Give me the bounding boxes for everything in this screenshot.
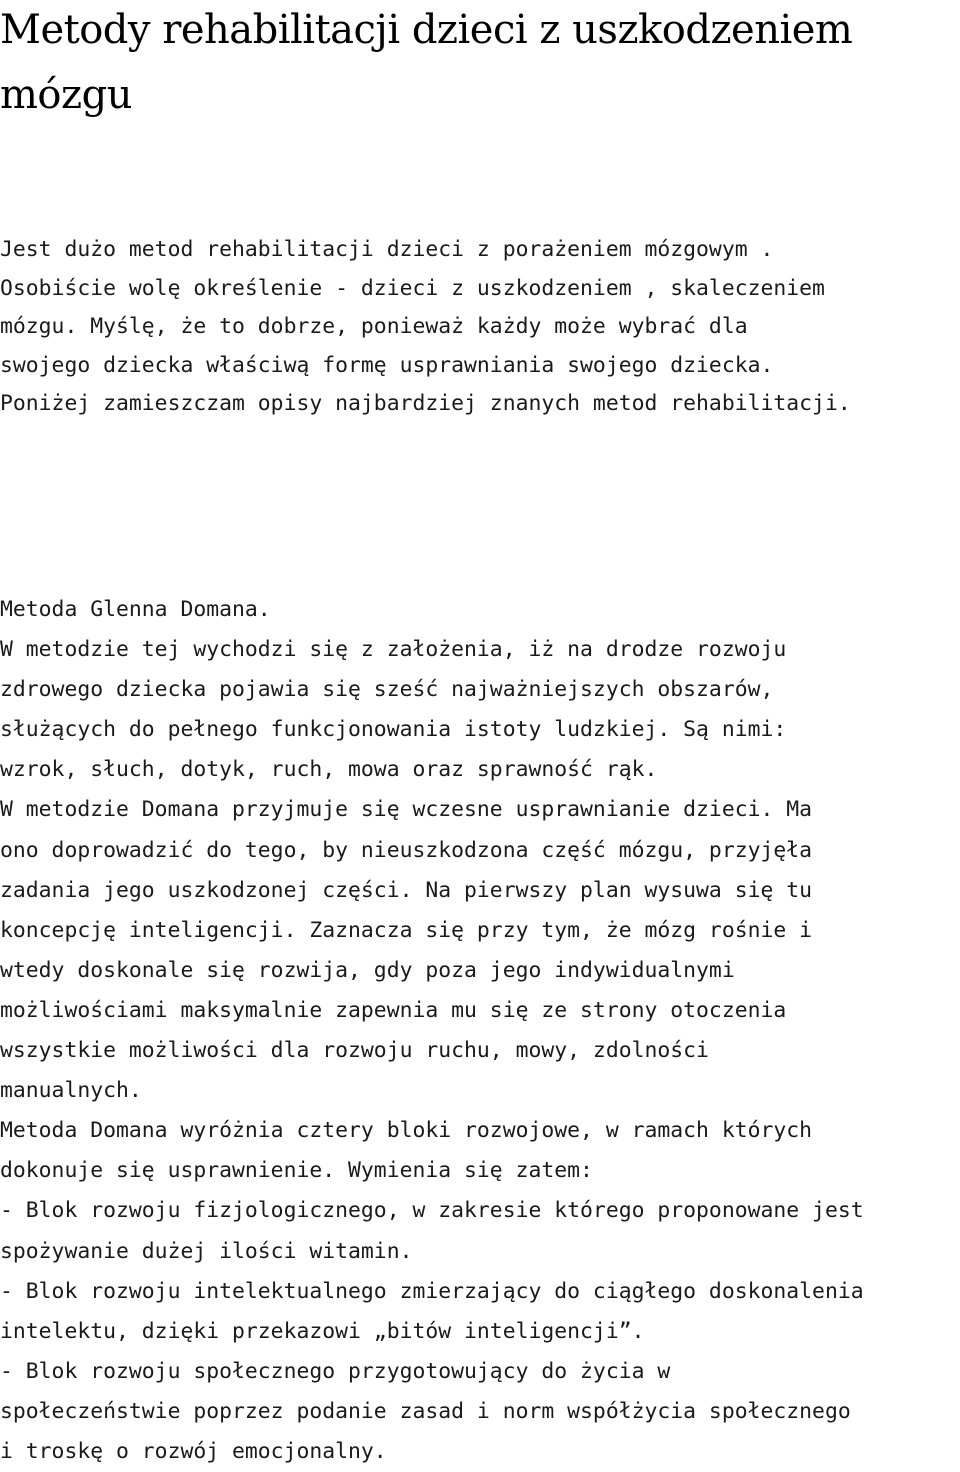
text-line: koncepcję inteligencji. Zaznacza się przy tym, że mózg rośnie i [0, 917, 813, 943]
method-section [0, 590, 960, 1472]
text-line: Osobiście wolę określenie - dzieci z uszkodzeniem , skaleczeniem [0, 275, 825, 301]
text-line: zdrowego dziecka pojawia się sześć najważniejszych obszarów, [0, 677, 774, 703]
text-line: manualnych. [0, 1078, 142, 1104]
list-item: - Blok rozwoju fizjologicznego, w zakresie którego proponowane jest [0, 1198, 864, 1224]
text-line: intelektu, dzięki przekazowi „bitów inteligencji”. [0, 1318, 645, 1344]
list-item: - Blok rozwoju intelektualnego zmierzający do ciągłego doskonalenia [0, 1278, 864, 1304]
text-line: zadania jego uszkodzonej części. Na pierwszy plan wysuwa się tu [0, 877, 813, 903]
text-line: swojego dziecka właściwą formę usprawniania swojego dziecka. [0, 352, 774, 378]
text-line: społeczeństwie poprzez podanie zasad i norm współżycia społecznego [0, 1398, 851, 1424]
text-line: możliwościami maksymalnie zapewnia mu się ze strony otoczenia [0, 997, 787, 1023]
text-line: służących do pełnego funkcjonowania istoty ludzkiej. Są nimi: [0, 717, 787, 743]
text-line: wtedy doskonale się rozwija, gdy poza jego indywidualnymi [0, 957, 735, 983]
text-line: ono doprowadzić do tego, by nieuszkodzona część mózgu, przyjęła [0, 837, 813, 863]
text-line: Jest dużo metod rehabilitacji dzieci z porażeniem mózgowym . [0, 237, 774, 262]
text-line: mózgu. Myślę, że to dobrze, ponieważ każdy może wybrać dla [0, 314, 748, 339]
text-line: wzrok, słuch, dotyk, ruch, mowa oraz sprawność rąk. [0, 757, 658, 783]
text-line: spożywanie dużej ilości witamin. [0, 1238, 413, 1264]
text-line: dokonuje się usprawnienie. Wymienia się zatem: [0, 1158, 593, 1184]
list-item: - Blok rozwoju społecznego przygotowujący do życia w [0, 1358, 671, 1384]
text-line: Metoda Domana wyróżnia cztery bloki rozwojowe, w ramach których [0, 1118, 813, 1144]
text-line: W metodzie tej wychodzi się z założenia, iż na drodze rozwoju [0, 637, 787, 663]
text-line: Poniżej zamieszczam opisy najbardziej znanych metod rehabilitacji. [0, 391, 851, 416]
document-title: Metody rehabilitacji dzieci z uszkodzeniem mózgu [0, 7, 853, 118]
intro-paragraph [0, 231, 960, 424]
text-line: W metodzie Domana przyjmuje się wczesne usprawnianie dzieci. Ma [0, 797, 813, 823]
text-line: wszystkie możliwości dla rozwoju ruchu, mowy, zdolności [0, 1038, 709, 1064]
method-heading: Metoda Glenna Domana. [0, 597, 271, 622]
text-line: i troskę o rozwój emocjonalny. [0, 1438, 387, 1464]
